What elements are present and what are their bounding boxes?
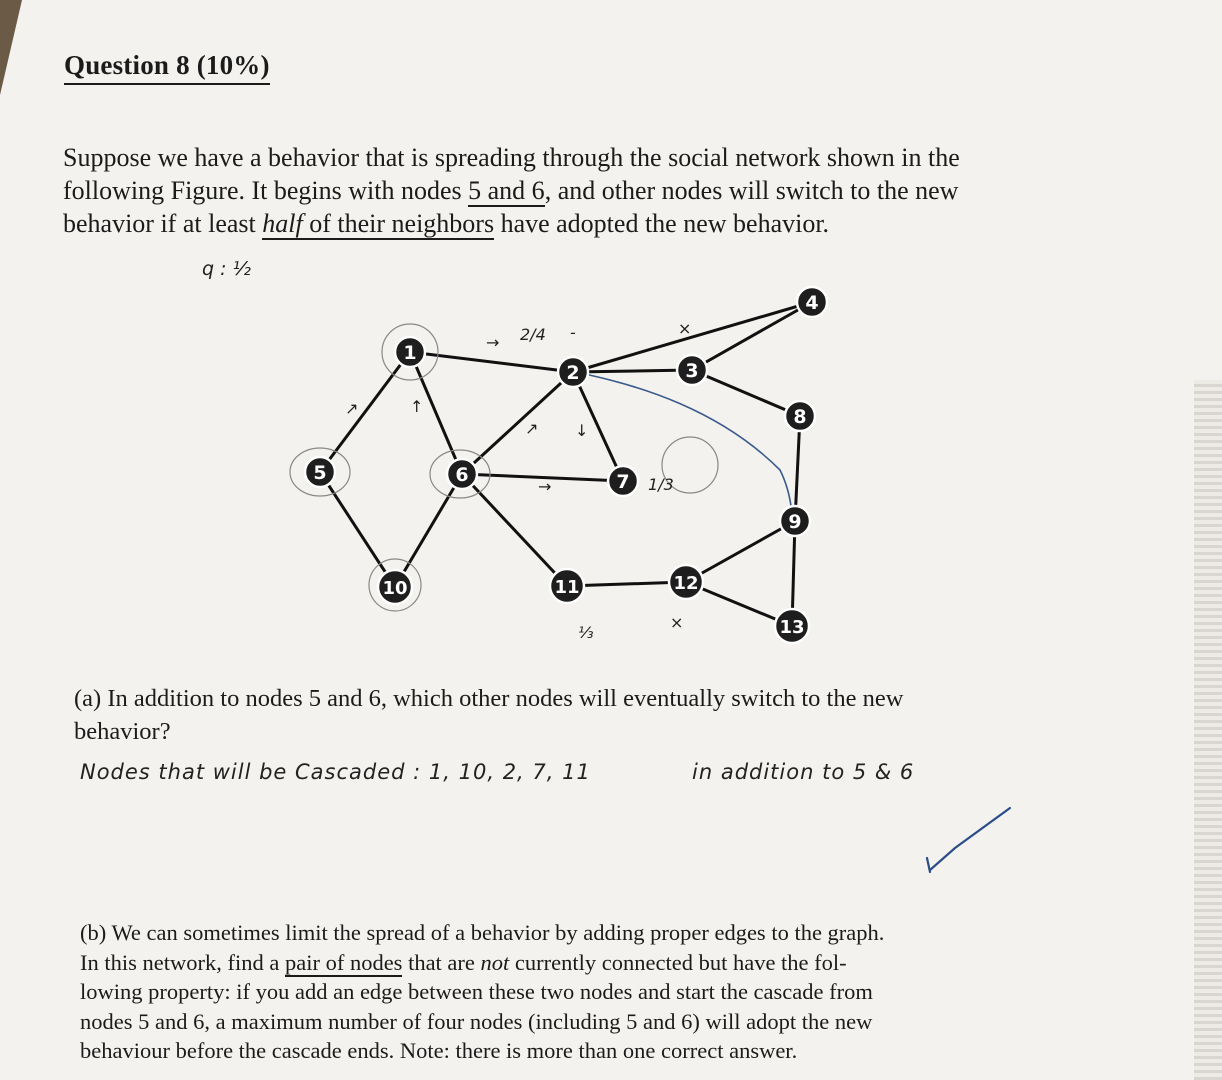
node-label: 10 [382,578,408,599]
part-a [74,682,903,748]
threshold-word: half [262,209,303,238]
graph-node-9 [780,506,810,536]
arrow-mark: ↗ [525,419,539,438]
arrow-mark: ↓ [575,421,589,440]
neighbors-phrase: of their neighbors [302,209,495,238]
node-label: 13 [779,617,805,638]
graph-node-3 [677,355,707,385]
graph-node-4 [797,287,827,317]
graph-node-12 [669,565,703,599]
checkmark-icon [927,808,1010,872]
graph-node-10 [378,570,412,604]
graph-edge-5-10 [320,472,395,587]
not-word: not [480,949,510,975]
question-title: Question 8 (10%) [64,50,270,85]
intro-line-2: following Figure. It begins with nodes 5 and 6, and other nodes will switch to the new [63,176,959,205]
intro-line-1: Suppose we have a behavior that is spreading through the social network shown in the [63,143,960,172]
frac-2-4: 2/4 [520,325,546,344]
graph-node-1 [395,337,425,367]
answer-text: Nodes that will be Cascaded : 1, 10, 2, 7, 11 [80,760,591,784]
node-label: 11 [554,577,580,598]
node-label: 2 [566,362,580,384]
part-a-line-1: (a) In addition to nodes 5 and 6, which other nodes will eventually switch to the new [74,685,904,712]
node-label: 4 [805,292,819,314]
arrow-mark: ↑ [410,397,424,416]
graph-node-6 [447,459,477,489]
graph-edge-2-3 [573,370,692,372]
frac-below-11: ⅓ [578,623,594,642]
graph-node-11 [550,569,584,603]
cross-mark: × [670,613,684,632]
node-label: 12 [673,573,699,594]
arrow-mark: → [486,333,500,352]
graph-edge-9-12 [686,521,795,582]
graph-node-2 [558,357,588,387]
part-b [80,918,884,1066]
handwritten-answer [80,760,915,784]
threshold-note: q : ½ [202,258,251,280]
arrow-mark: ↗ [345,399,359,418]
answer-addition: in addition to 5 & 6 [692,760,915,784]
intro-line-3: behavior if at least half of their neighbors have adopted the new behavior. [63,209,830,238]
graph-edge-6-10 [395,474,462,587]
node-label: 7 [616,471,630,493]
graph-node-7 [608,466,638,496]
start-nodes: 5 and 6 [468,176,545,205]
frac-near-7: 1/3 [648,475,674,494]
arrow-mark: → [538,477,552,496]
pen-curve [575,372,792,515]
node-label: 9 [788,511,802,533]
node-label: 6 [455,464,469,486]
dash-mark: - [570,323,576,342]
cross-mark: × [678,319,692,338]
graph-edge-5-1 [320,352,410,472]
graph-node-5 [305,457,335,487]
part-a-line-2: behavior? [74,718,171,745]
node-label: 5 [313,462,327,484]
part-b-line-2: In this network, find a pair of nodes that are not currently connected but have the fol- [80,949,847,975]
node-label: 3 [685,360,699,382]
graph-edge-6-2 [462,372,573,474]
graph-edge-3-8 [692,370,800,416]
part-b-line-1: (b) We can sometimes limit the spread of a behavior by adding proper edges to the graph. [80,920,885,945]
part-b-line-5: behaviour before the cascade ends. Note: there is more than one correct answer. [80,1038,798,1063]
graph-edge-1-2 [410,352,573,372]
pair-of-nodes: pair of nodes [284,949,403,975]
node-label: 1 [403,342,417,364]
graph-node-13 [775,609,809,643]
node-label: 8 [793,406,807,428]
graph-edge-3-4 [692,302,812,370]
part-b-line-4: nodes 5 and 6, a maximum number of four nodes (including 5 and 6) will adopt the new [80,1008,873,1034]
part-b-line-3: lowing property: if you add an edge between these two nodes and start the cascade from [80,979,873,1004]
graph-node-8 [785,401,815,431]
